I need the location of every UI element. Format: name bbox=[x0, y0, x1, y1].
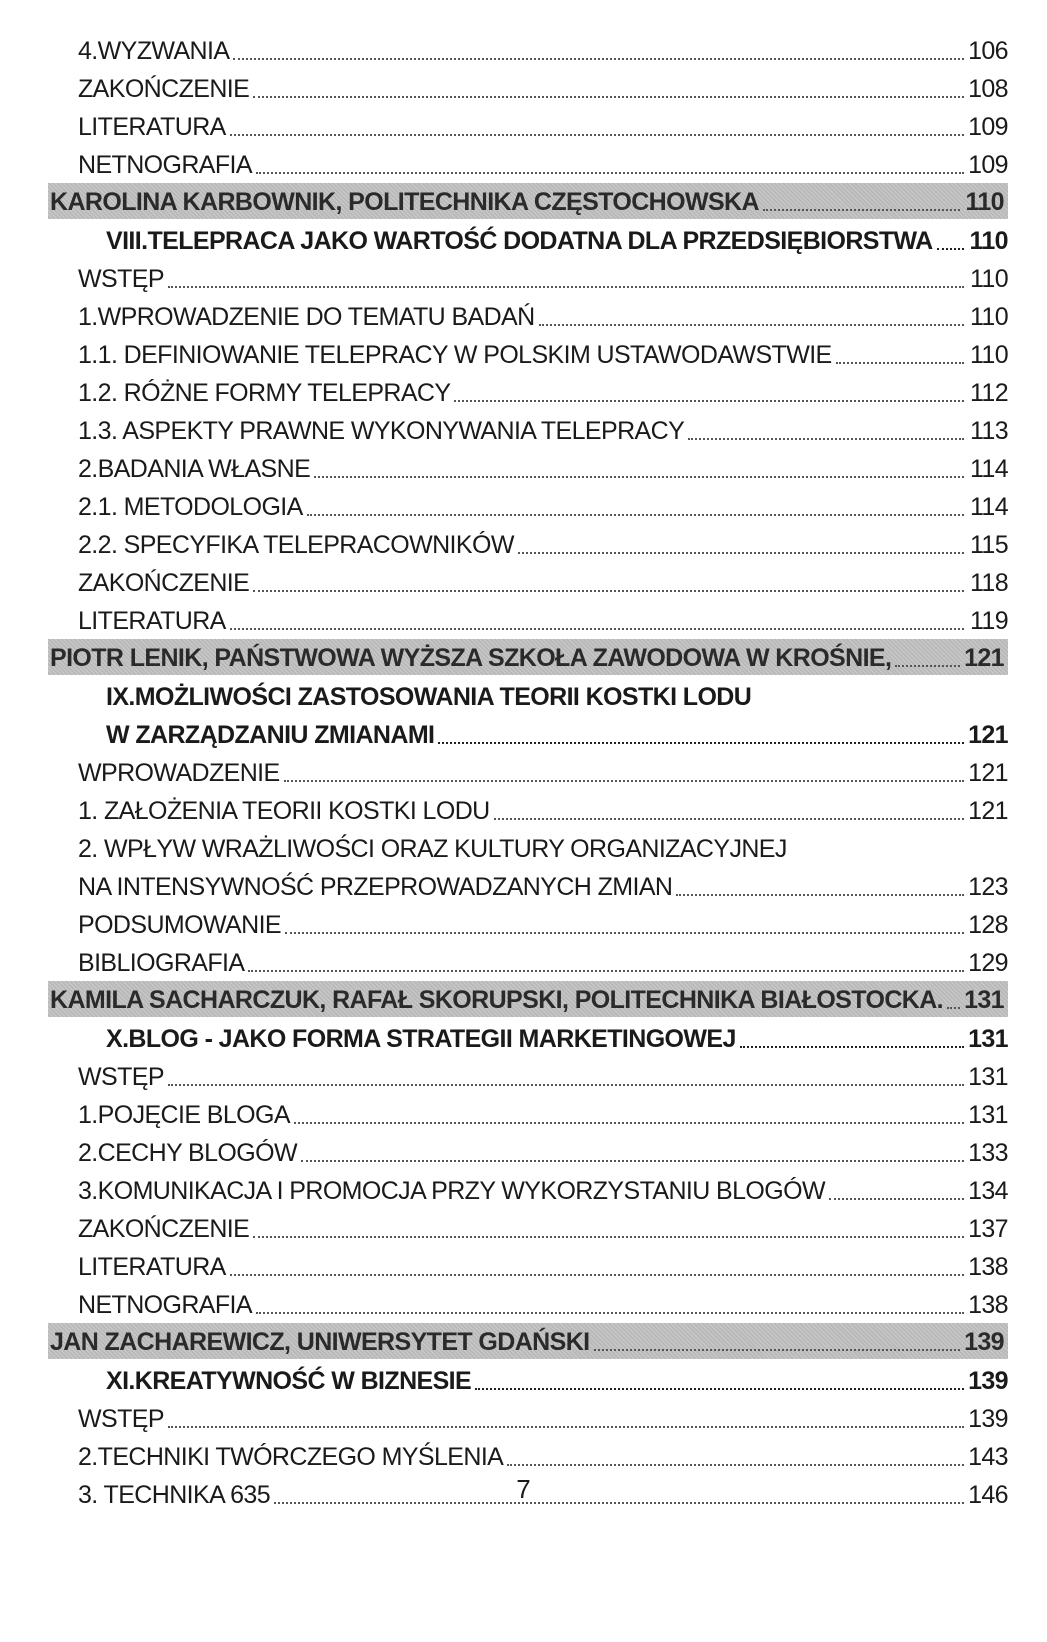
toc-author-row[interactable] bbox=[48, 1323, 1008, 1359]
toc-entry-row[interactable] bbox=[48, 790, 1008, 828]
toc-page-number: 118 bbox=[969, 569, 1008, 597]
toc-entry-row[interactable] bbox=[48, 1436, 1008, 1474]
toc-entry-title: 1.WPROWADZENIE DO TEMATU BADAŃ bbox=[78, 303, 535, 331]
toc-page-number: 138 bbox=[968, 1253, 1008, 1281]
toc-entry-row[interactable] bbox=[48, 904, 1008, 942]
toc-page-number: 108 bbox=[968, 75, 1008, 103]
toc-page-number: 131 bbox=[968, 1025, 1008, 1053]
dot-leader bbox=[256, 1312, 964, 1314]
toc-page-number: 121 bbox=[964, 644, 1004, 672]
toc-page-number: 110 bbox=[965, 188, 1004, 216]
toc-chapter-row[interactable] bbox=[48, 676, 1008, 714]
toc-entry-title: 2.TECHNIKI TWÓRCZEGO MYŚLENIA bbox=[78, 1443, 504, 1471]
dot-leader bbox=[676, 894, 964, 896]
toc-entry-title: 2. WPŁYW WRAŻLIWOŚCI ORAZ KULTURY ORGANIZACYJNEJ bbox=[78, 835, 787, 863]
toc-chapter-row[interactable] bbox=[48, 714, 1008, 752]
toc-page-number: 143 bbox=[968, 1443, 1008, 1471]
toc-entry-title: NETNOGRAFIA bbox=[78, 151, 252, 179]
toc-entry-row[interactable] bbox=[48, 752, 1008, 790]
toc-entry-title: 2.BADANIA WŁASNE bbox=[78, 455, 311, 483]
toc-entry-title: WPROWADZENIE bbox=[78, 759, 280, 787]
toc-entry-row[interactable] bbox=[48, 600, 1008, 638]
toc-page-number: 131 bbox=[964, 986, 1004, 1014]
dot-leader bbox=[253, 1236, 964, 1238]
dot-leader bbox=[829, 1198, 964, 1200]
toc-entry-row[interactable] bbox=[48, 258, 1008, 296]
toc-chapter-title: X.BLOG - JAKO FORMA STRATEGII MARKETINGOWEJ bbox=[106, 1025, 736, 1053]
toc-chapter-row[interactable] bbox=[48, 1018, 1008, 1056]
toc-entry-row[interactable] bbox=[48, 524, 1008, 562]
toc-author-title: PIOTR LENIK, PAŃSTWOWA WYŻSZA SZKOŁA ZAWODOWA W KROŚNIE, bbox=[50, 644, 892, 672]
toc-entry-title: ZAKOŃCZENIE bbox=[78, 75, 250, 103]
toc-entry-row[interactable] bbox=[48, 1094, 1008, 1132]
toc-page-number: 112 bbox=[969, 379, 1008, 407]
dot-leader bbox=[294, 1122, 964, 1124]
toc-page-number: 131 bbox=[968, 1101, 1008, 1129]
toc-page-number: 110 bbox=[969, 341, 1008, 369]
toc-page-number: 121 bbox=[968, 759, 1008, 787]
toc-page-number: 110 bbox=[969, 227, 1008, 255]
toc-entry-title: LITERATURA bbox=[78, 607, 226, 635]
dot-leader bbox=[518, 552, 964, 554]
toc-page-number: 113 bbox=[969, 417, 1008, 445]
toc-page-number: 129 bbox=[968, 949, 1008, 977]
toc-entry-title: 1. ZAŁOŻENIA TEORII KOSTKI LODU bbox=[78, 797, 490, 825]
toc-entry-row[interactable] bbox=[48, 562, 1008, 600]
dot-leader bbox=[740, 1046, 964, 1048]
table-of-contents bbox=[48, 30, 1008, 1512]
toc-entry-row[interactable] bbox=[48, 1284, 1008, 1322]
toc-entry-row[interactable] bbox=[48, 68, 1008, 106]
toc-entry-row[interactable] bbox=[48, 372, 1008, 410]
dot-leader bbox=[253, 96, 964, 98]
toc-entry-row[interactable] bbox=[48, 144, 1008, 182]
dot-leader bbox=[284, 780, 964, 782]
toc-entry-row[interactable] bbox=[48, 1398, 1008, 1436]
dot-leader bbox=[168, 286, 964, 288]
dot-leader bbox=[314, 476, 964, 478]
toc-page-number: 109 bbox=[968, 151, 1008, 179]
toc-chapter-title: W ZARZĄDZANIU ZMIANAMI bbox=[106, 721, 435, 749]
dot-leader bbox=[937, 248, 964, 250]
toc-entry-row[interactable] bbox=[48, 866, 1008, 904]
toc-entry-row[interactable] bbox=[48, 30, 1008, 68]
toc-entry-row[interactable] bbox=[48, 1208, 1008, 1246]
toc-entry-title: 2.CECHY BLOGÓW bbox=[78, 1139, 297, 1167]
toc-page-number: 133 bbox=[968, 1139, 1008, 1167]
toc-author-row[interactable] bbox=[48, 981, 1008, 1017]
toc-author-row[interactable] bbox=[48, 183, 1008, 219]
toc-page-number: 138 bbox=[968, 1291, 1008, 1319]
toc-entry-title: 4.WYZWANIA bbox=[78, 37, 230, 65]
toc-page-number: 115 bbox=[969, 531, 1008, 559]
toc-page-number: 114 bbox=[969, 493, 1008, 521]
dot-leader bbox=[285, 932, 964, 934]
toc-page-number: 110 bbox=[969, 303, 1008, 331]
toc-entry-title: 1.2. RÓŻNE FORMY TELEPRACY bbox=[78, 379, 451, 407]
toc-page-number: 123 bbox=[968, 873, 1008, 901]
toc-chapter-title: IX.MOŻLIWOŚCI ZASTOSOWANIA TEORII KOSTKI LODU bbox=[106, 683, 752, 711]
dot-leader bbox=[594, 1349, 960, 1351]
dot-leader bbox=[256, 172, 964, 174]
dot-leader bbox=[230, 1274, 964, 1276]
toc-entry-row[interactable] bbox=[48, 1056, 1008, 1094]
toc-entry-title: 3. TECHNIKA 635 bbox=[78, 1481, 271, 1509]
toc-entry-title: 3.KOMUNIKACJA I PROMOCJA PRZY WYKORZYSTANIU BLOGÓW bbox=[78, 1177, 825, 1205]
toc-entry-row[interactable] bbox=[48, 448, 1008, 486]
dot-leader bbox=[494, 818, 964, 820]
dot-leader bbox=[475, 1388, 964, 1390]
toc-page-number: 128 bbox=[968, 911, 1008, 939]
dot-leader bbox=[539, 324, 964, 326]
toc-entry-row[interactable] bbox=[48, 334, 1008, 372]
dot-leader bbox=[301, 1160, 964, 1162]
toc-page-number: 106 bbox=[968, 37, 1008, 65]
dot-leader bbox=[507, 1464, 964, 1466]
toc-page-number: 139 bbox=[968, 1405, 1008, 1433]
page-number: 7 bbox=[516, 1474, 531, 1504]
toc-entry-row[interactable] bbox=[48, 1132, 1008, 1170]
toc-entry-title: BIBLIOGRAFIA bbox=[78, 949, 245, 977]
toc-author-row[interactable] bbox=[48, 639, 1008, 675]
toc-page-number: 137 bbox=[968, 1215, 1008, 1243]
toc-entry-row[interactable] bbox=[48, 942, 1008, 980]
toc-author-title: KAROLINA KARBOWNIK, POLITECHNIKA CZĘSTOCHOWSKA bbox=[50, 188, 759, 216]
toc-page-number: 139 bbox=[964, 1328, 1004, 1356]
toc-entry-title: PODSUMOWANIE bbox=[78, 911, 281, 939]
toc-chapter-row[interactable] bbox=[48, 1360, 1008, 1398]
toc-entry-title: 2.1. METODOLOGIA bbox=[78, 493, 303, 521]
toc-entry-row[interactable] bbox=[48, 296, 1008, 334]
dot-leader bbox=[895, 665, 960, 667]
toc-entry-title: 1.3. ASPEKTY PRAWNE WYKONYWANIA TELEPRACY bbox=[78, 417, 685, 445]
dot-leader bbox=[947, 1007, 960, 1009]
toc-author-title: KAMILA SACHARCZUK, RAFAŁ SKORUPSKI, POLITECHNIKA BIAŁOSTOCKA. bbox=[50, 986, 944, 1014]
dot-leader bbox=[168, 1426, 964, 1428]
toc-entry-row[interactable] bbox=[48, 486, 1008, 524]
dot-leader bbox=[233, 58, 964, 60]
toc-entry-row[interactable] bbox=[48, 1170, 1008, 1208]
toc-author-title: JAN ZACHAREWICZ, UNIWERSYTET GDAŃSKI bbox=[50, 1328, 590, 1356]
toc-entry-title: 1.POJĘCIE BLOGA bbox=[78, 1101, 290, 1129]
toc-page-number: 119 bbox=[969, 607, 1008, 635]
toc-page-number: 109 bbox=[968, 113, 1008, 141]
toc-entry-row[interactable] bbox=[48, 1246, 1008, 1284]
dot-leader bbox=[253, 590, 964, 592]
dot-leader bbox=[248, 970, 964, 972]
dot-leader bbox=[438, 742, 964, 744]
toc-entry-title: WSTĘP bbox=[78, 265, 164, 293]
dot-leader bbox=[454, 400, 964, 402]
toc-page-number: 146 bbox=[968, 1481, 1008, 1509]
toc-page-number: 131 bbox=[968, 1063, 1008, 1091]
toc-entry-title: WSTĘP bbox=[78, 1405, 164, 1433]
toc-page-number: 121 bbox=[968, 721, 1008, 749]
toc-entry-row[interactable] bbox=[48, 828, 1008, 866]
dot-leader bbox=[230, 628, 964, 630]
toc-entry-title: 1.1. DEFINIOWANIE TELEPRACY W POLSKIM USTAWODAWSTWIE bbox=[78, 341, 832, 369]
dot-leader bbox=[168, 1084, 964, 1086]
dot-leader bbox=[307, 514, 964, 516]
toc-page-number: 110 bbox=[969, 265, 1008, 293]
toc-page-number: 134 bbox=[968, 1177, 1008, 1205]
toc-entry-title: LITERATURA bbox=[78, 1253, 226, 1281]
toc-entry-title: 2.2. SPECYFIKA TELEPRACOWNIKÓW bbox=[78, 531, 514, 559]
dot-leader bbox=[836, 362, 964, 364]
toc-entry-title: NA INTENSYWNOŚĆ PRZEPROWADZANYCH ZMIAN bbox=[78, 873, 673, 901]
dot-leader bbox=[763, 209, 960, 211]
toc-entry-title: WSTĘP bbox=[78, 1063, 164, 1091]
toc-entry-title: LITERATURA bbox=[78, 113, 226, 141]
toc-chapter-row[interactable] bbox=[48, 220, 1008, 258]
toc-entry-row[interactable] bbox=[48, 410, 1008, 448]
toc-page-number: 114 bbox=[969, 455, 1008, 483]
toc-page-number: 139 bbox=[968, 1367, 1008, 1395]
toc-entry-title: ZAKOŃCZENIE bbox=[78, 569, 250, 597]
toc-chapter-title: XI.KREATYWNOŚĆ W BIZNESIE bbox=[106, 1367, 472, 1395]
toc-entry-title: ZAKOŃCZENIE bbox=[78, 1215, 250, 1243]
toc-entry-title: NETNOGRAFIA bbox=[78, 1291, 252, 1319]
dot-leader bbox=[230, 134, 964, 136]
dot-leader bbox=[688, 438, 964, 440]
toc-page-number: 121 bbox=[968, 797, 1008, 825]
toc-entry-row[interactable] bbox=[48, 106, 1008, 144]
toc-chapter-title: VIII.TELEPRACA JAKO WARTOŚĆ DODATNA DLA PRZEDSIĘBIORSTWA bbox=[106, 227, 933, 255]
